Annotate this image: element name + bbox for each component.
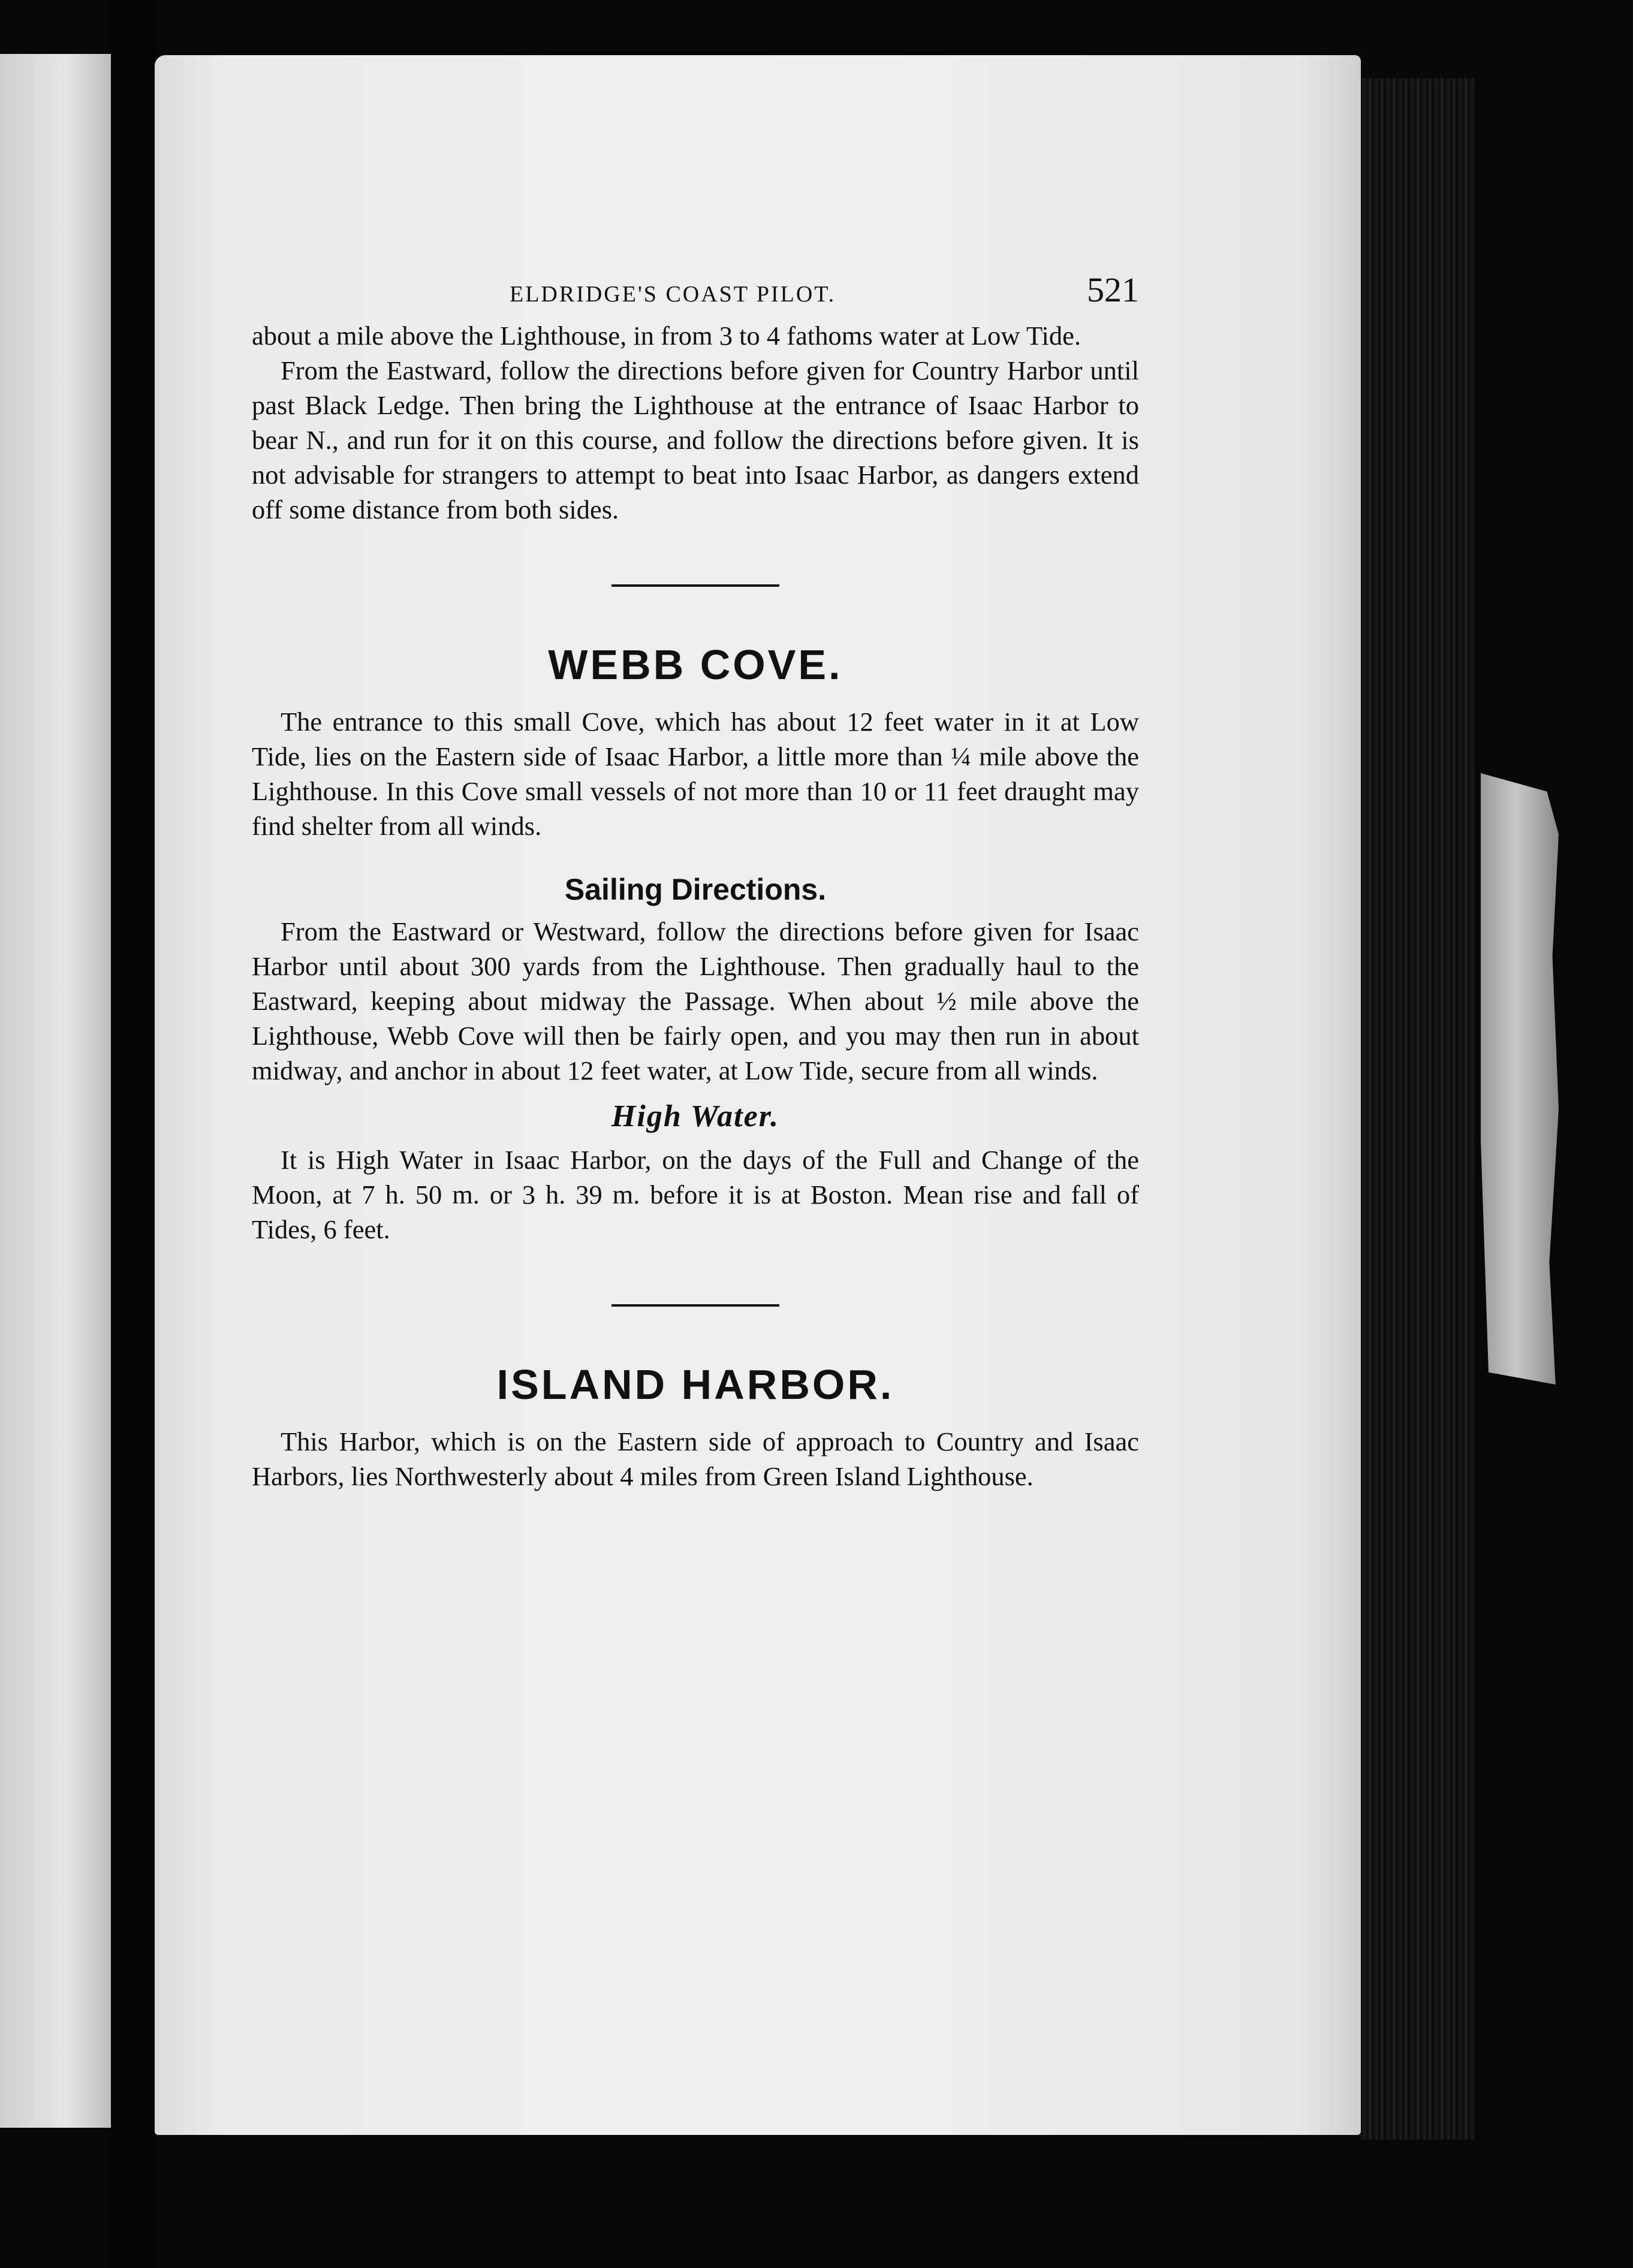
high-water-text: It is High Water in Isaac Harbor, on the days of the Full and Change of the Moon, at 7 h. 50 m. or 3 h. 39 m. before it is at Boston. Mean rise and fall of Tides, 6 feet.: [252, 1145, 1139, 1244]
torn-paper-scrap: [1481, 773, 1559, 1385]
page-stack-edges: [1361, 78, 1475, 2140]
running-title: ELDRIDGE'S COAST PILOT.: [510, 282, 836, 307]
high-water-heading: High Water.: [611, 1099, 780, 1133]
section-title-webb-cove: WEBB COVE.: [548, 641, 843, 688]
book-gutter: [111, 0, 156, 2268]
page-content: [252, 270, 1139, 1494]
section-title-island-harbor: ISLAND HARBOR.: [496, 1361, 894, 1408]
intro-paragraph-continued: about a mile above the Lighthouse, in from 3 to 4 fathoms water at Low Tide.: [252, 321, 1081, 351]
island-harbor-description: This Harbor, which is on the Eastern side of approach to Country and Isaac Harbors, lies Northwesterly about 4 miles from Green Island Lighthouse.: [252, 1426, 1139, 1491]
sailing-directions-text: From the Eastward or Westward, follow the directions before given for Isaac Harbor until about 300 yards from the Lighthouse. Then gradually haul to the Eastward, keeping about midway the Passage. When about ½ mile above the Lighthouse, Webb Cove will then be fairly open, and you may then run in about midway, and anchor in about 12 feet water, at Low Tide, secure from all winds.: [252, 916, 1139, 1085]
facing-page-edge: [0, 54, 111, 2128]
sailing-directions-heading: Sailing Directions.: [564, 873, 827, 906]
running-head: [510, 270, 1139, 310]
section-divider: [611, 1304, 779, 1307]
page-number: 521: [1087, 270, 1139, 309]
intro-paragraph-eastward: From the Eastward, follow the directions before given for Country Harbor until past Black Ledge. Then bring the Lighthouse at the entrance of Isaac Harbor to bear N., and run for it on this course, and follow the directions before given. It is not advisable for strangers to attempt to beat into Isaac Harbor, as dangers extend off some distance from both sides.: [252, 355, 1139, 524]
section-divider: [611, 584, 779, 587]
webb-cove-description: The entrance to this small Cove, which has about 12 feet water in it at Low Tide, lies on the Eastern side of Isaac Harbor, a little more than ¼ mile above the Lighthouse. In this Cove small vessels of not more than 10 or 11 feet draught may find shelter from all winds.: [252, 707, 1139, 841]
